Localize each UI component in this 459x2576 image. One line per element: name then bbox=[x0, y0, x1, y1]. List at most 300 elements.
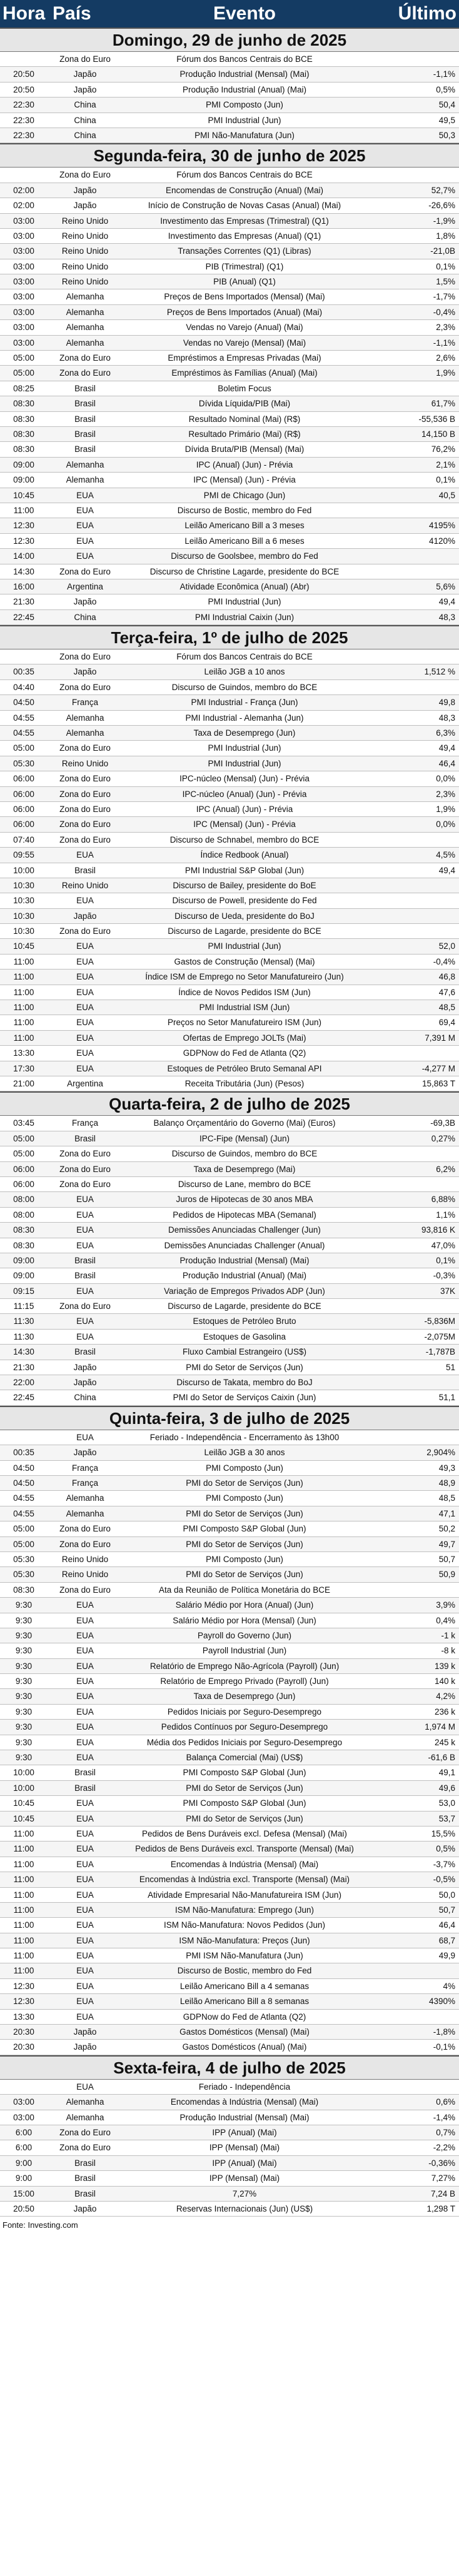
cell-ultimo: 7,24 B bbox=[430, 2188, 455, 2198]
cell-hora: 08:30 bbox=[13, 399, 34, 409]
cell-pais: Alemanha bbox=[66, 338, 104, 348]
cell-hora: 09:00 bbox=[13, 1271, 34, 1281]
cell-hora: 11:00 bbox=[13, 987, 34, 997]
cell-evento: Encomendas de Construção (Anual) (Mai) bbox=[165, 185, 324, 195]
cell-ultimo bbox=[366, 649, 459, 664]
cell-hora: 16:00 bbox=[13, 581, 34, 591]
cell-pais: Alemanha bbox=[66, 292, 104, 302]
table-row bbox=[0, 1827, 459, 1842]
cell-hora: 05:30 bbox=[13, 1554, 34, 1564]
cell-pais: Zona do Euro bbox=[59, 1539, 111, 1549]
cell-ultimo bbox=[366, 1177, 459, 1191]
cell-hora: 07:40 bbox=[13, 834, 34, 844]
cell-hora: 08:30 bbox=[13, 414, 34, 424]
cell-ultimo bbox=[366, 909, 459, 923]
cell-ultimo: -1,8% bbox=[433, 2027, 455, 2037]
cell-pais: EUA bbox=[76, 1210, 94, 1220]
table-row bbox=[0, 1461, 459, 1476]
cell-evento: Investimento das Empresas (Anual) (Q1) bbox=[168, 231, 321, 241]
table-row bbox=[0, 711, 459, 726]
cell-evento: PMI Industrial ISM (Jun) bbox=[199, 1003, 290, 1013]
table-row bbox=[0, 1537, 459, 1552]
cell-evento: Empréstimos às Famílias (Anual) (Mai) bbox=[171, 368, 318, 378]
cell-ultimo: 15,5% bbox=[431, 1828, 455, 1838]
cell-evento: Estoques de Petróleo Bruto bbox=[193, 1316, 296, 1326]
cell-hora: 05:00 bbox=[13, 1149, 34, 1159]
table-row bbox=[0, 1314, 459, 1329]
header-hora: Hora bbox=[3, 3, 46, 24]
cell-evento: IPP (Mensal) (Mai) bbox=[209, 2173, 280, 2183]
cell-pais: EUA bbox=[76, 1600, 94, 1610]
cell-ultimo: -4,277 M bbox=[421, 1063, 455, 1073]
table-row bbox=[0, 1223, 459, 1238]
cell-pais: Reino Unido bbox=[61, 1554, 109, 1564]
table-row bbox=[0, 1888, 459, 1903]
cell-ultimo: 49,7 bbox=[438, 1539, 455, 1549]
cell-hora: 04:50 bbox=[13, 1463, 34, 1473]
cell-ultimo: 0,6% bbox=[436, 2097, 455, 2107]
cell-pais: Japão bbox=[73, 2027, 97, 2037]
cell-pais: EUA bbox=[76, 1935, 94, 1945]
cell-pais: China bbox=[74, 115, 96, 125]
cell-ultimo: -0,4% bbox=[433, 307, 455, 317]
cell-pais: Brasil bbox=[74, 444, 96, 454]
table-row bbox=[0, 336, 459, 351]
table-row bbox=[0, 1689, 459, 1704]
table-row bbox=[0, 2095, 459, 2110]
cell-ultimo bbox=[366, 564, 459, 579]
table-row bbox=[0, 1643, 459, 1658]
table-row bbox=[0, 305, 459, 320]
cell-hora: 10:45 bbox=[13, 1798, 34, 1808]
cell-ultimo: -2,2% bbox=[433, 2143, 455, 2153]
day-section bbox=[0, 143, 459, 625]
cell-hora: 22:30 bbox=[13, 130, 34, 140]
cell-ultimo: -1 k bbox=[441, 1630, 455, 1640]
cell-evento: 7,27% bbox=[232, 2188, 257, 2198]
table-row bbox=[0, 1781, 459, 1796]
cell-ultimo bbox=[366, 680, 459, 694]
cell-hora: 04:55 bbox=[13, 728, 34, 738]
table-row bbox=[0, 1933, 459, 1948]
table-row bbox=[0, 1796, 459, 1811]
cell-evento: Preços de Bens Importados (Mensal) (Mai) bbox=[164, 292, 325, 302]
table-row bbox=[0, 2025, 459, 2040]
cell-evento: PMI de Chicago (Jun) bbox=[203, 490, 286, 500]
table-row bbox=[0, 198, 459, 213]
table-row bbox=[0, 366, 459, 381]
cell-evento: Leilão Americano Bill a 8 semanas bbox=[179, 1997, 310, 2007]
cell-hora: 08:30 bbox=[13, 429, 34, 439]
cell-ultimo: 1,8% bbox=[436, 231, 455, 241]
cell-pais: Zona do Euro bbox=[59, 1524, 111, 1534]
table-row bbox=[0, 503, 459, 518]
cell-pais: Japão bbox=[73, 185, 97, 195]
cell-hora: 22:45 bbox=[13, 612, 34, 622]
table-row bbox=[0, 381, 459, 396]
cell-pais: Brasil bbox=[74, 2158, 96, 2168]
cell-pais: Zona do Euro bbox=[59, 368, 111, 378]
cell-evento: Índice Redbook (Anual) bbox=[200, 850, 289, 860]
cell-ultimo: 0,5% bbox=[436, 84, 455, 94]
cell-hora: 9:30 bbox=[15, 1706, 33, 1716]
cell-hora: 20:50 bbox=[13, 84, 34, 94]
cell-ultimo: 4,5% bbox=[436, 850, 455, 860]
table-row bbox=[0, 1375, 459, 1390]
cell-evento: Gastos Domésticos (Anual) (Mai) bbox=[182, 2042, 307, 2052]
table-row bbox=[0, 396, 459, 411]
table-row bbox=[0, 2156, 459, 2171]
cell-hora: 08:30 bbox=[13, 1240, 34, 1250]
cell-pais: Alemanha bbox=[66, 323, 104, 333]
table-row bbox=[0, 1491, 459, 1506]
cell-hora: 03:00 bbox=[13, 216, 34, 226]
cell-pais: Japão bbox=[73, 2203, 97, 2213]
cell-ultimo: 7,27% bbox=[431, 2173, 455, 2183]
cell-hora: 11:00 bbox=[13, 505, 34, 515]
day-title: Sexta-feira, 4 de julho de 2025 bbox=[0, 2055, 459, 2080]
cell-hora: 10:00 bbox=[13, 865, 34, 875]
cell-hora: 20:50 bbox=[13, 2203, 34, 2213]
cell-pais: Reino Unido bbox=[61, 880, 109, 890]
cell-ultimo: -61,6 B bbox=[428, 1753, 455, 1763]
cell-pais: EUA bbox=[76, 490, 94, 500]
cell-ultimo: 51 bbox=[445, 1362, 455, 1372]
cell-hora: 09:00 bbox=[13, 1255, 34, 1265]
table-row bbox=[0, 1659, 459, 1674]
cell-evento: PIB (Anual) (Q1) bbox=[213, 277, 276, 287]
cell-evento: PMI Industrial - Alemanha (Jun) bbox=[185, 713, 304, 723]
cell-evento: ISM Não-Manufatura: Emprego (Jun) bbox=[174, 1905, 315, 1915]
cell-evento: PMI Industrial (Jun) bbox=[208, 743, 281, 753]
cell-ultimo bbox=[366, 52, 459, 66]
cell-hora: 6:00 bbox=[15, 2128, 33, 2137]
cell-hora: 9:30 bbox=[15, 1737, 33, 1747]
cell-hora: 11:00 bbox=[13, 1935, 34, 1945]
cell-hora: 06:00 bbox=[13, 789, 34, 799]
cell-pais: Zona do Euro bbox=[59, 652, 111, 662]
cell-hora: 11:00 bbox=[13, 1966, 34, 1976]
cell-pais: EUA bbox=[76, 2012, 94, 2022]
table-row bbox=[0, 680, 459, 695]
cell-pais: China bbox=[74, 100, 96, 110]
table-row bbox=[0, 244, 459, 259]
cell-pais: Zona do Euro bbox=[59, 1585, 111, 1595]
cell-evento: IPC-núcleo (Mensal) (Jun) - Prévia bbox=[179, 774, 310, 784]
cell-hora: 03:00 bbox=[13, 323, 34, 333]
cell-evento: Balanço Orçamentário do Governo (Mai) (Euros) bbox=[153, 1118, 336, 1128]
cell-evento: PMI ISM Não-Manufatura (Jun) bbox=[186, 1951, 303, 1961]
cell-pais: Zona do Euro bbox=[59, 566, 111, 576]
table-row bbox=[0, 488, 459, 503]
table-row bbox=[0, 848, 459, 863]
cell-ultimo: 53,7 bbox=[438, 1813, 455, 1823]
cell-evento: Fórum dos Bancos Centrais do BCE bbox=[176, 170, 313, 180]
cell-pais: EUA bbox=[76, 551, 94, 561]
cell-ultimo: 140 k bbox=[434, 1676, 455, 1686]
cell-pais: Reino Unido bbox=[61, 216, 109, 226]
cell-evento: Atividade Empresarial Não-Manufatureira ISM (Jun) bbox=[148, 1890, 341, 1900]
cell-evento: Gastos de Construção (Mensal) (Mai) bbox=[174, 956, 315, 966]
cell-evento: Discurso de Takata, membro do BoJ bbox=[176, 1378, 313, 1388]
cell-hora: 11:00 bbox=[13, 1844, 34, 1854]
cell-evento: PMI Industrial S&P Global (Jun) bbox=[184, 865, 305, 875]
cell-hora: 11:00 bbox=[13, 1875, 34, 1885]
day-title: Segunda-feira, 30 de junho de 2025 bbox=[0, 143, 459, 168]
day-rows bbox=[0, 649, 459, 1091]
cell-evento: IPC (Mensal) (Jun) - Prévia bbox=[193, 475, 296, 485]
cell-pais: Zona do Euro bbox=[59, 2143, 111, 2153]
cell-evento: Encomendas à Indústria (Mensal) (Mai) bbox=[170, 2097, 319, 2107]
cell-hora: 9:30 bbox=[15, 1722, 33, 1732]
cell-evento: Discurso de Lane, membro do BCE bbox=[178, 1179, 311, 1189]
cell-evento: Pedidos de Bens Duráveis excl. Transporte (Mensal) (Mai) bbox=[135, 1844, 354, 1854]
cell-ultimo: 0,5% bbox=[436, 1844, 455, 1854]
cell-hora: 22:45 bbox=[13, 1393, 34, 1403]
cell-pais: Reino Unido bbox=[61, 246, 109, 256]
cell-ultimo: 47,6 bbox=[438, 987, 455, 997]
cell-evento: Vendas no Varejo (Mensal) (Mai) bbox=[183, 338, 306, 348]
table-row bbox=[0, 1765, 459, 1780]
cell-evento: Atividade Econômica (Anual) (Abr) bbox=[179, 581, 310, 591]
cell-hora bbox=[0, 649, 48, 664]
cell-ultimo: 46,4 bbox=[438, 1920, 455, 1930]
table-row bbox=[0, 1857, 459, 1872]
cell-ultimo: 4390% bbox=[428, 1997, 455, 2007]
header-pais: País bbox=[53, 3, 91, 24]
cell-hora: 08:30 bbox=[13, 1225, 34, 1235]
cell-ultimo: 48,9 bbox=[438, 1478, 455, 1488]
day-title: Quinta-feira, 3 de julho de 2025 bbox=[0, 1406, 459, 1430]
cell-evento: Preços de Bens Importados (Anual) (Mai) bbox=[166, 307, 323, 317]
cell-hora: 11:30 bbox=[13, 1331, 34, 1341]
cell-ultimo: 1,512 % bbox=[424, 667, 455, 677]
cell-evento: PMI Industrial (Jun) bbox=[208, 941, 281, 951]
cell-pais: EUA bbox=[76, 1630, 94, 1640]
cell-ultimo: 52,7% bbox=[431, 185, 455, 195]
cell-ultimo: -0,3% bbox=[433, 1271, 455, 1281]
day-section bbox=[0, 2055, 459, 2217]
cell-evento: Ata da Reunião de Política Monetária do BCE bbox=[159, 1585, 330, 1595]
cell-hora: 10:45 bbox=[13, 490, 34, 500]
table-row bbox=[0, 610, 459, 625]
cell-ultimo: 93,816 K bbox=[421, 1225, 455, 1235]
cell-hora: 11:00 bbox=[13, 1859, 34, 1869]
cell-hora: 11:00 bbox=[13, 1033, 34, 1043]
cell-evento: Relatório de Emprego Não-Agrícola (Payroll) (Jun) bbox=[149, 1661, 340, 1671]
cell-evento: PMI do Setor de Serviços (Jun) bbox=[186, 1478, 303, 1488]
cell-ultimo: 49,9 bbox=[438, 1951, 455, 1961]
cell-pais: EUA bbox=[76, 1920, 94, 1930]
cell-pais: Zona do Euro bbox=[59, 54, 111, 64]
table-row bbox=[0, 1046, 459, 1061]
cell-evento: PMI Não-Manufatura (Jun) bbox=[194, 130, 295, 140]
cell-ultimo: 50,2 bbox=[438, 1524, 455, 1534]
table-row bbox=[0, 741, 459, 756]
table-row bbox=[0, 1476, 459, 1491]
cell-pais: Argentina bbox=[67, 1079, 103, 1088]
table-row bbox=[0, 1015, 459, 1030]
cell-ultimo: 51,1 bbox=[438, 1393, 455, 1403]
table-row bbox=[0, 1146, 459, 1161]
cell-evento: Discurso de Christine Lagarde, presidente do BCE bbox=[149, 566, 340, 576]
cell-pais: França bbox=[71, 1463, 99, 1473]
cell-ultimo: 68,7 bbox=[438, 1935, 455, 1945]
cell-hora: 00:35 bbox=[13, 667, 34, 677]
cell-hora: 10:00 bbox=[13, 1783, 34, 1793]
cell-ultimo: 48,5 bbox=[438, 1493, 455, 1503]
cell-evento: Produção Industrial (Anual) (Mai) bbox=[182, 1271, 307, 1281]
cell-pais: EUA bbox=[76, 1432, 94, 1442]
cell-ultimo: 1,974 M bbox=[425, 1722, 455, 1732]
cell-evento: Investimento das Empresas (Trimestral) (Q1) bbox=[160, 216, 329, 226]
table-row bbox=[0, 1506, 459, 1521]
cell-hora: 08:25 bbox=[13, 383, 34, 393]
cell-pais: Brasil bbox=[74, 1768, 96, 1778]
cell-hora: 04:50 bbox=[13, 1478, 34, 1488]
cell-ultimo: 0,7% bbox=[436, 2128, 455, 2137]
cell-evento: PMI do Setor de Serviços (Jun) bbox=[186, 1508, 303, 1518]
table-row bbox=[0, 2140, 459, 2155]
table-row bbox=[0, 1253, 459, 1268]
table-row bbox=[0, 985, 459, 1000]
cell-ultimo bbox=[366, 1299, 459, 1313]
cell-hora: 05:30 bbox=[13, 758, 34, 768]
cell-hora: 04:55 bbox=[13, 713, 34, 723]
cell-ultimo: 1,9% bbox=[436, 368, 455, 378]
cell-pais: Reino Unido bbox=[61, 758, 109, 768]
cell-ultimo: 48,3 bbox=[438, 713, 455, 723]
cell-pais: EUA bbox=[76, 1661, 94, 1671]
cell-evento: PMI do Setor de Serviços (Jun) bbox=[186, 1362, 303, 1372]
table-row bbox=[0, 427, 459, 442]
cell-ultimo: 40,5 bbox=[438, 490, 455, 500]
header-evento: Evento bbox=[213, 3, 276, 24]
cell-hora: 10:30 bbox=[13, 896, 34, 906]
cell-hora: 10:00 bbox=[13, 1768, 34, 1778]
cell-pais: EUA bbox=[76, 536, 94, 546]
cell-evento: Discurso de Ueda, presidente do BoJ bbox=[174, 911, 315, 921]
cell-evento: PMI Industrial Caixin (Jun) bbox=[194, 612, 295, 622]
table-row bbox=[0, 1268, 459, 1283]
table-row bbox=[0, 289, 459, 304]
cell-pais: Alemanha bbox=[66, 475, 104, 485]
cell-pais: EUA bbox=[76, 1646, 94, 1656]
day-rows bbox=[0, 1116, 459, 1405]
cell-ultimo: -8 k bbox=[441, 1646, 455, 1656]
cell-pais: Brasil bbox=[74, 399, 96, 409]
table-row bbox=[0, 1903, 459, 1918]
cell-evento: Transações Correntes (Q1) (Libras) bbox=[178, 246, 311, 256]
table-row bbox=[0, 1598, 459, 1613]
cell-pais: EUA bbox=[76, 1225, 94, 1235]
cell-pais: Brasil bbox=[74, 2173, 96, 2183]
cell-hora: 9:30 bbox=[15, 1753, 33, 1763]
cell-ultimo: 49,3 bbox=[438, 1463, 455, 1473]
cell-evento: IPP (Anual) (Mai) bbox=[212, 2128, 277, 2137]
day-rows bbox=[0, 52, 459, 143]
cell-ultimo: 1,298 T bbox=[426, 2203, 455, 2213]
cell-hora: 08:30 bbox=[13, 444, 34, 454]
calendar-body bbox=[0, 28, 459, 2217]
cell-evento: Produção Industrial (Mensal) (Mai) bbox=[179, 2112, 310, 2122]
cell-pais: EUA bbox=[76, 850, 94, 860]
cell-evento: Produção Industrial (Mensal) (Mai) bbox=[179, 69, 310, 79]
cell-ultimo bbox=[366, 549, 459, 563]
cell-hora: 11:00 bbox=[13, 1920, 34, 1930]
cell-ultimo: -0,1% bbox=[433, 2042, 455, 2052]
table-row bbox=[0, 802, 459, 817]
cell-ultimo: -5,836M bbox=[424, 1316, 455, 1326]
cell-hora: 04:55 bbox=[13, 1508, 34, 1518]
cell-evento: Discurso de Powell, presidente do Fed bbox=[172, 896, 317, 906]
cell-ultimo: 0,27% bbox=[431, 1133, 455, 1143]
cell-ultimo: 49,4 bbox=[438, 865, 455, 875]
cell-evento: ISM Não-Manufatura: Novos Pedidos (Jun) bbox=[163, 1920, 326, 1930]
cell-hora: 02:00 bbox=[13, 185, 34, 195]
day-rows bbox=[0, 1430, 459, 2055]
cell-ultimo: 47,1 bbox=[438, 1508, 455, 1518]
cell-hora: 05:00 bbox=[13, 353, 34, 363]
cell-ultimo: 2,6% bbox=[436, 353, 455, 363]
cell-ultimo bbox=[366, 1375, 459, 1390]
cell-pais: Japão bbox=[73, 2042, 97, 2052]
cell-pais: Brasil bbox=[74, 2188, 96, 2198]
cell-evento: PMI Composto (Jun) bbox=[206, 1463, 283, 1473]
cell-ultimo: 6,3% bbox=[436, 728, 455, 738]
table-row bbox=[0, 1162, 459, 1177]
cell-evento: Encomendas à Indústria (Mensal) (Mai) bbox=[170, 1859, 319, 1869]
cell-ultimo: -0,5% bbox=[433, 1875, 455, 1885]
cell-pais: Japão bbox=[73, 597, 97, 607]
table-row bbox=[0, 1177, 459, 1192]
cell-pais: Alemanha bbox=[66, 1508, 104, 1518]
table-row bbox=[0, 113, 459, 128]
cell-hora: 03:45 bbox=[13, 1118, 34, 1128]
cell-hora: 10:45 bbox=[13, 1813, 34, 1823]
cell-hora: 12:30 bbox=[13, 536, 34, 546]
cell-hora: 05:00 bbox=[13, 1539, 34, 1549]
cell-hora: 9:30 bbox=[15, 1646, 33, 1656]
cell-hora: 04:50 bbox=[13, 698, 34, 708]
table-row bbox=[0, 1521, 459, 1536]
table-row bbox=[0, 128, 459, 143]
cell-hora: 22:30 bbox=[13, 115, 34, 125]
cell-evento: PMI do Setor de Serviços (Jun) bbox=[186, 1539, 303, 1549]
cell-hora: 9:30 bbox=[15, 1676, 33, 1686]
cell-ultimo bbox=[366, 833, 459, 847]
cell-ultimo: -69,3B bbox=[430, 1118, 455, 1128]
cell-ultimo bbox=[366, 878, 459, 893]
cell-ultimo: -2,075M bbox=[424, 1331, 455, 1341]
cell-evento: IPP (Anual) (Mai) bbox=[212, 2158, 277, 2168]
table-row bbox=[0, 1750, 459, 1765]
cell-ultimo: 50,7 bbox=[438, 1554, 455, 1564]
cell-hora: 10:45 bbox=[13, 941, 34, 951]
table-row bbox=[0, 534, 459, 549]
cell-evento: PIB (Trimestral) (Q1) bbox=[205, 261, 284, 271]
table-row bbox=[0, 1948, 459, 1963]
source-footer: Fonte: Investing.com bbox=[3, 2220, 78, 2230]
table-row bbox=[0, 2125, 459, 2140]
cell-hora bbox=[0, 52, 48, 66]
cell-pais: China bbox=[74, 612, 96, 622]
cell-hora: 13:30 bbox=[13, 2012, 34, 2022]
table-row bbox=[0, 1430, 459, 1445]
cell-evento: PMI do Setor de Serviços (Jun) bbox=[186, 1813, 303, 1823]
cell-ultimo: 6,88% bbox=[431, 1195, 455, 1205]
cell-pais: Alemanha bbox=[66, 728, 104, 738]
